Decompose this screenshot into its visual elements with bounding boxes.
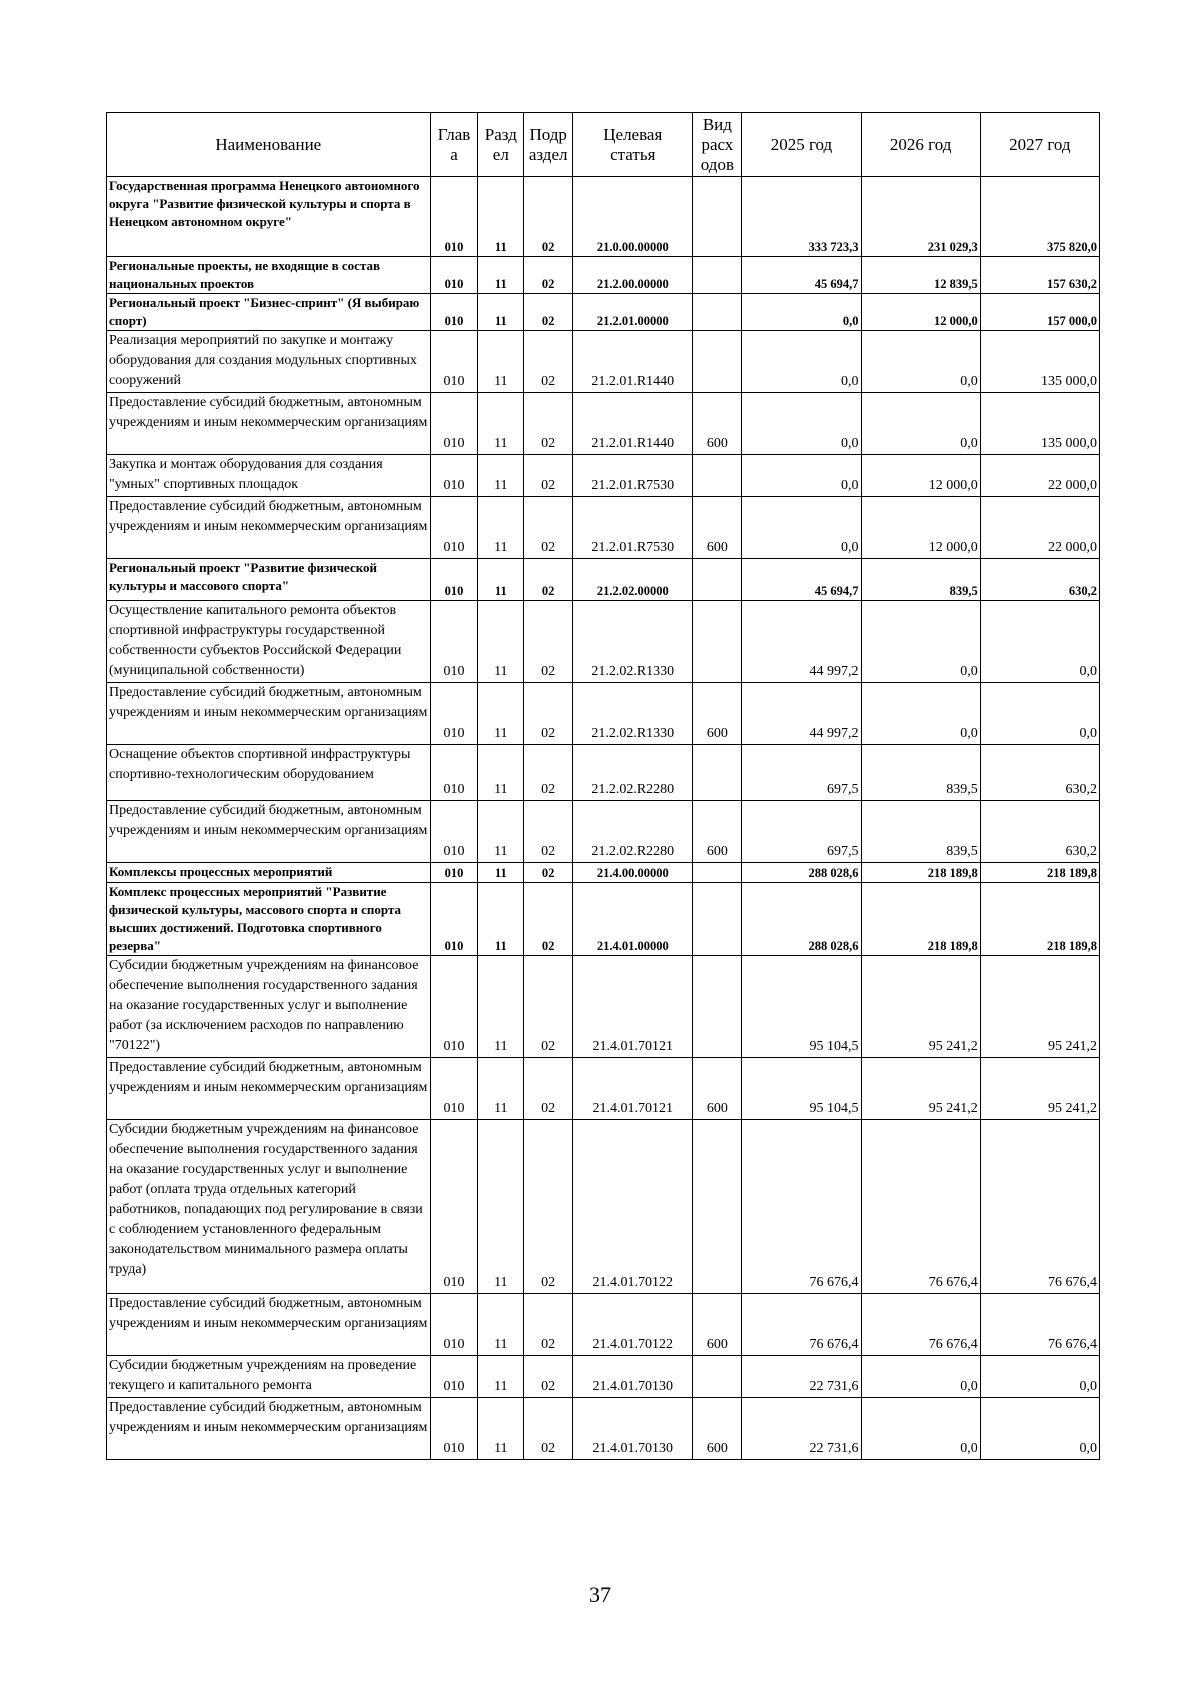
- row-target: 21.2.02.R1330: [573, 683, 693, 745]
- row-2026: 839,5: [861, 559, 980, 601]
- row-2025: 0,0: [742, 294, 861, 331]
- row-glava: 010: [430, 745, 478, 801]
- row-razdel: 11: [478, 683, 524, 745]
- row-name: Субсидии бюджетным учреждениям на проведение текущего и капитального ремонта: [107, 1356, 431, 1398]
- row-name: Региональный проект "Развитие физической культуры и массового спорта": [107, 559, 431, 601]
- row-2025: 288 028,6: [742, 863, 861, 883]
- row-2025: 95 104,5: [742, 956, 861, 1058]
- row-razdel: 11: [478, 863, 524, 883]
- header-2025: 2025 год: [742, 113, 861, 177]
- row-razdel: 11: [478, 559, 524, 601]
- row-razdel: 11: [478, 455, 524, 497]
- header-2026: 2026 год: [861, 113, 980, 177]
- row-2025: 44 997,2: [742, 683, 861, 745]
- row-target: 21.0.00.00000: [573, 177, 693, 257]
- header-glava-text: Глав а: [437, 124, 471, 164]
- row-name: Региональный проект "Бизнес-спринт" (Я выбираю спорт): [107, 294, 431, 331]
- row-podrazdel: 02: [524, 331, 573, 393]
- row-vid: [693, 177, 742, 257]
- row-2025: 0,0: [742, 393, 861, 455]
- row-razdel: 11: [478, 1058, 524, 1120]
- table-row: [107, 956, 1100, 1058]
- row-name: Предоставление субсидий бюджетным, автономным учреждениям и иным некоммерческим организациям: [107, 497, 431, 559]
- row-2026: 95 241,2: [861, 1058, 980, 1120]
- row-2026: 12 000,0: [861, 497, 980, 559]
- row-2026: 0,0: [861, 683, 980, 745]
- row-2025: 95 104,5: [742, 1058, 861, 1120]
- row-target: 21.4.01.70130: [573, 1398, 693, 1460]
- row-2026: 95 241,2: [861, 956, 980, 1058]
- row-target: 21.4.01.70122: [573, 1120, 693, 1294]
- row-vid: 600: [693, 1294, 742, 1356]
- row-razdel: 11: [478, 331, 524, 393]
- row-2025: 0,0: [742, 331, 861, 393]
- row-2025: 0,0: [742, 455, 861, 497]
- row-2027: 157 630,2: [980, 257, 1099, 294]
- row-vid: 600: [693, 497, 742, 559]
- row-name: Предоставление субсидий бюджетным, автономным учреждениям и иным некоммерческим организациям: [107, 1058, 431, 1120]
- row-2026: 0,0: [861, 601, 980, 683]
- row-glava: 010: [430, 294, 478, 331]
- row-podrazdel: 02: [524, 1398, 573, 1460]
- row-2026: 76 676,4: [861, 1120, 980, 1294]
- table-row: [107, 1120, 1100, 1294]
- row-target: 21.2.01.R7530: [573, 455, 693, 497]
- row-target: 21.4.01.00000: [573, 883, 693, 956]
- row-name: Закупка и монтаж оборудования для создания "умных" спортивных площадок: [107, 455, 431, 497]
- row-podrazdel: 02: [524, 177, 573, 257]
- table-body: [107, 177, 1100, 1460]
- row-2027: 157 000,0: [980, 294, 1099, 331]
- row-glava: 010: [430, 1120, 478, 1294]
- row-name: Комплекс процессных мероприятий "Развитие физической культуры, массового спорта и спорта высших достижений. Подготовка спортивного резерва": [107, 883, 431, 956]
- row-2027: 135 000,0: [980, 331, 1099, 393]
- row-2026: 0,0: [861, 393, 980, 455]
- header-razdel-text: Разд ел: [484, 124, 517, 164]
- row-2027: 218 189,8: [980, 883, 1099, 956]
- row-podrazdel: 02: [524, 497, 573, 559]
- header-2027: 2027 год: [980, 113, 1099, 177]
- table-row: [107, 1058, 1100, 1120]
- row-name: Предоставление субсидий бюджетным, автономным учреждениям и иным некоммерческим организациям: [107, 1294, 431, 1356]
- row-name: Предоставление субсидий бюджетным, автономным учреждениям и иным некоммерческим организациям: [107, 683, 431, 745]
- row-vid: [693, 883, 742, 956]
- row-2026: 839,5: [861, 745, 980, 801]
- row-razdel: 11: [478, 956, 524, 1058]
- row-vid: 600: [693, 393, 742, 455]
- row-2026: 218 189,8: [861, 883, 980, 956]
- row-2027: 630,2: [980, 801, 1099, 863]
- row-2027: 135 000,0: [980, 393, 1099, 455]
- row-podrazdel: 02: [524, 455, 573, 497]
- row-2027: 0,0: [980, 683, 1099, 745]
- row-2025: 697,5: [742, 745, 861, 801]
- row-2027: 0,0: [980, 1398, 1099, 1460]
- table-row: [107, 745, 1100, 801]
- row-2025: 45 694,7: [742, 559, 861, 601]
- table-row: [107, 801, 1100, 863]
- row-razdel: 11: [478, 883, 524, 956]
- row-name: Реализация мероприятий по закупке и монтажу оборудования для создания модульных спортивных сооружений: [107, 331, 431, 393]
- row-podrazdel: 02: [524, 683, 573, 745]
- header-vid: [693, 113, 742, 177]
- header-name: Наименование: [107, 113, 431, 177]
- row-glava: 010: [430, 956, 478, 1058]
- row-2026: 0,0: [861, 1398, 980, 1460]
- row-podrazdel: 02: [524, 1294, 573, 1356]
- row-target: 21.4.01.70122: [573, 1294, 693, 1356]
- row-name: Комплексы процессных мероприятий: [107, 863, 431, 883]
- row-razdel: 11: [478, 294, 524, 331]
- row-2025: 0,0: [742, 497, 861, 559]
- row-target: 21.2.01.R7530: [573, 497, 693, 559]
- row-2027: 95 241,2: [980, 956, 1099, 1058]
- row-2027: 218 189,8: [980, 863, 1099, 883]
- row-razdel: 11: [478, 1294, 524, 1356]
- row-2027: 22 000,0: [980, 497, 1099, 559]
- table-row: [107, 294, 1100, 331]
- row-razdel: 11: [478, 497, 524, 559]
- table-row: [107, 559, 1100, 601]
- row-glava: 010: [430, 801, 478, 863]
- row-vid: [693, 331, 742, 393]
- row-podrazdel: 02: [524, 257, 573, 294]
- header-razdel: [478, 113, 524, 177]
- table-row: [107, 393, 1100, 455]
- row-vid: 600: [693, 1058, 742, 1120]
- row-glava: 010: [430, 863, 478, 883]
- row-2027: 95 241,2: [980, 1058, 1099, 1120]
- row-vid: [693, 1356, 742, 1398]
- row-name: Предоставление субсидий бюджетным, автономным учреждениям и иным некоммерческим организациям: [107, 801, 431, 863]
- row-2025: 44 997,2: [742, 601, 861, 683]
- row-2027: 0,0: [980, 601, 1099, 683]
- row-name: Предоставление субсидий бюджетным, автономным учреждениям и иным некоммерческим организациям: [107, 393, 431, 455]
- row-2025: 697,5: [742, 801, 861, 863]
- row-2026: 0,0: [861, 331, 980, 393]
- row-glava: 010: [430, 883, 478, 956]
- row-podrazdel: 02: [524, 601, 573, 683]
- row-target: 21.2.02.R2280: [573, 745, 693, 801]
- row-2026: 231 029,3: [861, 177, 980, 257]
- row-glava: 010: [430, 497, 478, 559]
- row-name: Государственная программа Ненецкого автономного округа "Развитие физической культуры и спорта в Ненецком автономном округе": [107, 177, 431, 257]
- row-2025: 76 676,4: [742, 1120, 861, 1294]
- header-target: [573, 113, 693, 177]
- row-vid: [693, 455, 742, 497]
- row-name: Субсидии бюджетным учреждениям на финансовое обеспечение выполнения государственного задания на оказание государственных услуг и выполнение работ (оплата труда отдельных категорий работников, попадающих под регулирование в связи с соблюдением установленного федеральным законодательством минимального размера оплаты труда): [107, 1120, 431, 1294]
- row-vid: [693, 559, 742, 601]
- row-vid: [693, 1120, 742, 1294]
- row-target: 21.2.02.00000: [573, 559, 693, 601]
- row-glava: 010: [430, 331, 478, 393]
- table-row: [107, 1356, 1100, 1398]
- row-podrazdel: 02: [524, 801, 573, 863]
- table-row: [107, 455, 1100, 497]
- row-2027: 76 676,4: [980, 1120, 1099, 1294]
- budget-table-container: [106, 112, 1100, 1460]
- table-row: [107, 863, 1100, 883]
- row-podrazdel: 02: [524, 559, 573, 601]
- row-2026: 839,5: [861, 801, 980, 863]
- row-razdel: 11: [478, 601, 524, 683]
- row-2027: 76 676,4: [980, 1294, 1099, 1356]
- row-vid: [693, 745, 742, 801]
- row-razdel: 11: [478, 257, 524, 294]
- row-podrazdel: 02: [524, 956, 573, 1058]
- row-vid: 600: [693, 801, 742, 863]
- row-2026: 12 839,5: [861, 257, 980, 294]
- row-2027: 0,0: [980, 1356, 1099, 1398]
- row-glava: 010: [430, 393, 478, 455]
- table-row: [107, 883, 1100, 956]
- header-podrazdel-text: Подр аздел: [528, 124, 568, 164]
- row-podrazdel: 02: [524, 863, 573, 883]
- row-glava: 010: [430, 601, 478, 683]
- budget-table: [106, 112, 1100, 1460]
- row-vid: 600: [693, 683, 742, 745]
- row-razdel: 11: [478, 801, 524, 863]
- row-razdel: 11: [478, 177, 524, 257]
- row-glava: 010: [430, 683, 478, 745]
- row-podrazdel: 02: [524, 1356, 573, 1398]
- row-podrazdel: 02: [524, 1120, 573, 1294]
- row-name: Осуществление капитального ремонта объектов спортивной инфраструктуры государственной собственности субъектов Российской Федерации (муниципальной собственности): [107, 601, 431, 683]
- row-target: 21.2.02.R1330: [573, 601, 693, 683]
- row-target: 21.2.01.R1440: [573, 393, 693, 455]
- table-row: [107, 1398, 1100, 1460]
- row-glava: 010: [430, 559, 478, 601]
- row-2027: 375 820,0: [980, 177, 1099, 257]
- table-row: [107, 177, 1100, 257]
- row-vid: [693, 956, 742, 1058]
- row-podrazdel: 02: [524, 393, 573, 455]
- row-name: Предоставление субсидий бюджетным, автономным учреждениям и иным некоммерческим организациям: [107, 1398, 431, 1460]
- row-razdel: 11: [478, 1356, 524, 1398]
- row-razdel: 11: [478, 1398, 524, 1460]
- header-glava: [430, 113, 478, 177]
- header-row: [107, 113, 1100, 177]
- row-podrazdel: 02: [524, 745, 573, 801]
- row-2026: 0,0: [861, 1356, 980, 1398]
- row-2027: 630,2: [980, 745, 1099, 801]
- row-vid: [693, 863, 742, 883]
- row-podrazdel: 02: [524, 1058, 573, 1120]
- row-target: 21.2.01.R1440: [573, 331, 693, 393]
- row-name: Оснащение объектов спортивной инфраструктуры спортивно-технологическим оборудованием: [107, 745, 431, 801]
- row-razdel: 11: [478, 1120, 524, 1294]
- row-2025: 288 028,6: [742, 883, 861, 956]
- header-vid-text: Вид расх одов: [700, 114, 734, 174]
- header-podrazdel: [524, 113, 573, 177]
- page-number: 37: [589, 1582, 611, 1607]
- row-glava: 010: [430, 1294, 478, 1356]
- row-2027: 22 000,0: [980, 455, 1099, 497]
- row-target: 21.4.01.70121: [573, 956, 693, 1058]
- row-razdel: 11: [478, 393, 524, 455]
- row-podrazdel: 02: [524, 883, 573, 956]
- row-podrazdel: 02: [524, 294, 573, 331]
- row-2027: 630,2: [980, 559, 1099, 601]
- row-target: 21.2.01.00000: [573, 294, 693, 331]
- row-name: Региональные проекты, не входящие в состав национальных проектов: [107, 257, 431, 294]
- table-row: [107, 497, 1100, 559]
- row-razdel: 11: [478, 745, 524, 801]
- table-row: [107, 683, 1100, 745]
- row-target: 21.2.02.R2280: [573, 801, 693, 863]
- row-2026: 76 676,4: [861, 1294, 980, 1356]
- row-2025: 22 731,6: [742, 1398, 861, 1460]
- row-2025: 333 723,3: [742, 177, 861, 257]
- row-vid: [693, 294, 742, 331]
- row-glava: 010: [430, 1398, 478, 1460]
- row-target: 21.4.00.00000: [573, 863, 693, 883]
- row-2026: 218 189,8: [861, 863, 980, 883]
- row-2026: 12 000,0: [861, 294, 980, 331]
- table-row: [107, 331, 1100, 393]
- table-row: [107, 257, 1100, 294]
- row-glava: 010: [430, 177, 478, 257]
- row-2025: 45 694,7: [742, 257, 861, 294]
- table-row: [107, 601, 1100, 683]
- row-name: Субсидии бюджетным учреждениям на финансовое обеспечение выполнения государственного задания на оказание государственных услуг и выполнение работ (за исключением расходов по направлению "70122"): [107, 956, 431, 1058]
- row-target: 21.4.01.70121: [573, 1058, 693, 1120]
- row-glava: 010: [430, 1356, 478, 1398]
- row-glava: 010: [430, 257, 478, 294]
- row-target: 21.2.00.00000: [573, 257, 693, 294]
- header-target-text: Целевая статья: [603, 124, 663, 164]
- row-vid: 600: [693, 1398, 742, 1460]
- row-2026: 12 000,0: [861, 455, 980, 497]
- row-glava: 010: [430, 455, 478, 497]
- row-2025: 76 676,4: [742, 1294, 861, 1356]
- row-vid: [693, 257, 742, 294]
- row-vid: [693, 601, 742, 683]
- row-2025: 22 731,6: [742, 1356, 861, 1398]
- row-glava: 010: [430, 1058, 478, 1120]
- row-target: 21.4.01.70130: [573, 1356, 693, 1398]
- table-row: [107, 1294, 1100, 1356]
